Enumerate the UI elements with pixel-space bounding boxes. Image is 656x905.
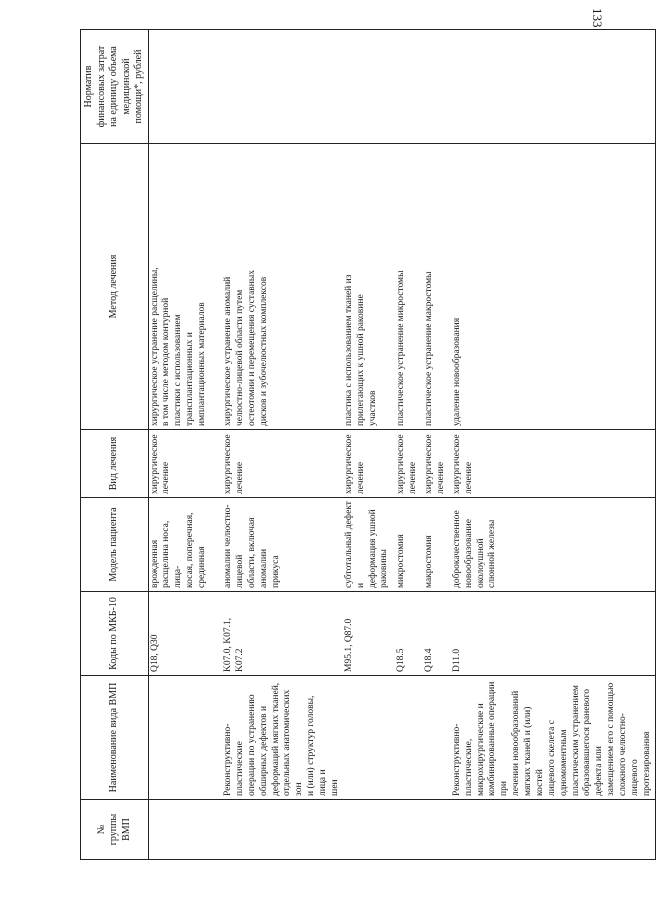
cell-icd: K07.0, K07.1, K07.2 (222, 592, 343, 676)
cell-name (423, 676, 451, 800)
cell-method: хирургическое устранение расщелины, в том числе методом контурной пластики с использованием трансплантационных и имплантационных материалов (148, 144, 222, 430)
cell-model: аномалии челюстно-лицевой области, включая аномалии прикуса (222, 498, 343, 592)
table-row (222, 30, 343, 860)
cell-method: хирургическое устранение аномалий челюстно-лицевой области путем остеотомии и перемещения суставных дисков и зубочелюстных комплексов (222, 144, 343, 430)
table-row (343, 30, 395, 860)
header-model: Модель пациента (81, 498, 149, 592)
cell-name: Реконструктивно-пластические операции по устранению обширных дефектов и деформаций мягких тканей, отдельных анатомических зон и (или) структур головы, лица и шеи (222, 676, 343, 800)
cell-icd: Q18.5 (395, 592, 423, 676)
cell-treatment-type: хирургическое лечение (395, 430, 423, 498)
header-name: Наименование вида ВМП (81, 676, 149, 800)
cell-method: удаление новообразования (451, 144, 655, 430)
cell-norm (222, 30, 343, 144)
header-treatment-type: Вид лечения (81, 430, 149, 498)
table-row (423, 30, 451, 860)
cell-name (148, 676, 222, 800)
table-row (148, 30, 222, 860)
rotated-table-container (80, 30, 652, 860)
cell-model: доброкачественное новообразование околоушной слюнной железы (451, 498, 655, 592)
header-group: № группы ВМП (81, 800, 149, 860)
header-norm: Норматив финансовых затрат на единицу объема медицинской помощи*, рублей (81, 30, 149, 144)
cell-name (395, 676, 423, 800)
table-header-row (81, 30, 149, 860)
table-row (451, 30, 655, 860)
cell-norm (148, 30, 222, 144)
cell-group (423, 800, 451, 860)
header-icd: Коды по МКБ-10 (81, 592, 149, 676)
cell-name: Реконструктивно-пластические, микрохирургические и комбинированные операции при лечении новообразований мягких тканей и (или) костей лицевого скелета с одномоментным пластическим устранением образовавшегося раневого дефекта или замещением его с помощью сложного челюстно-лицевого протезирования (451, 676, 655, 800)
cell-treatment-type: хирургическое лечение (222, 430, 343, 498)
cell-group (395, 800, 423, 860)
cell-method: пластика с использованием тканей из прилегающих к ушной раковине участков (343, 144, 395, 430)
cell-group (222, 800, 343, 860)
vmp-table (80, 29, 656, 860)
cell-model: макростомия (423, 498, 451, 592)
cell-model: субтотальный дефект и деформация ушной раковины (343, 498, 395, 592)
cell-method: пластическое устранение макростомы (423, 144, 451, 430)
table-row (395, 30, 423, 860)
cell-treatment-type: хирургическое лечение (423, 430, 451, 498)
header-method: Метод лечения (81, 144, 149, 430)
cell-norm (451, 30, 655, 144)
cell-method: пластическое устранение микростомы (395, 144, 423, 430)
cell-group (451, 800, 655, 860)
cell-icd: Q18.4 (423, 592, 451, 676)
cell-icd: Q18, Q30 (148, 592, 222, 676)
cell-treatment-type: хирургическое лечение (451, 430, 655, 498)
cell-name (343, 676, 395, 800)
cell-treatment-type: хирургическое лечение (343, 430, 395, 498)
cell-icd: M95.1, Q87.0 (343, 592, 395, 676)
cell-model: врожденная расщелина носа, лица- косая, поперечная, срединная (148, 498, 222, 592)
cell-norm (343, 30, 395, 144)
cell-group (148, 800, 222, 860)
page-number: 133 (590, 8, 605, 28)
cell-model: микростомия (395, 498, 423, 592)
cell-norm (423, 30, 451, 144)
cell-group (343, 800, 395, 860)
cell-icd: D11.0 (451, 592, 655, 676)
cell-treatment-type: хирургическое лечение (148, 430, 222, 498)
cell-norm (395, 30, 423, 144)
